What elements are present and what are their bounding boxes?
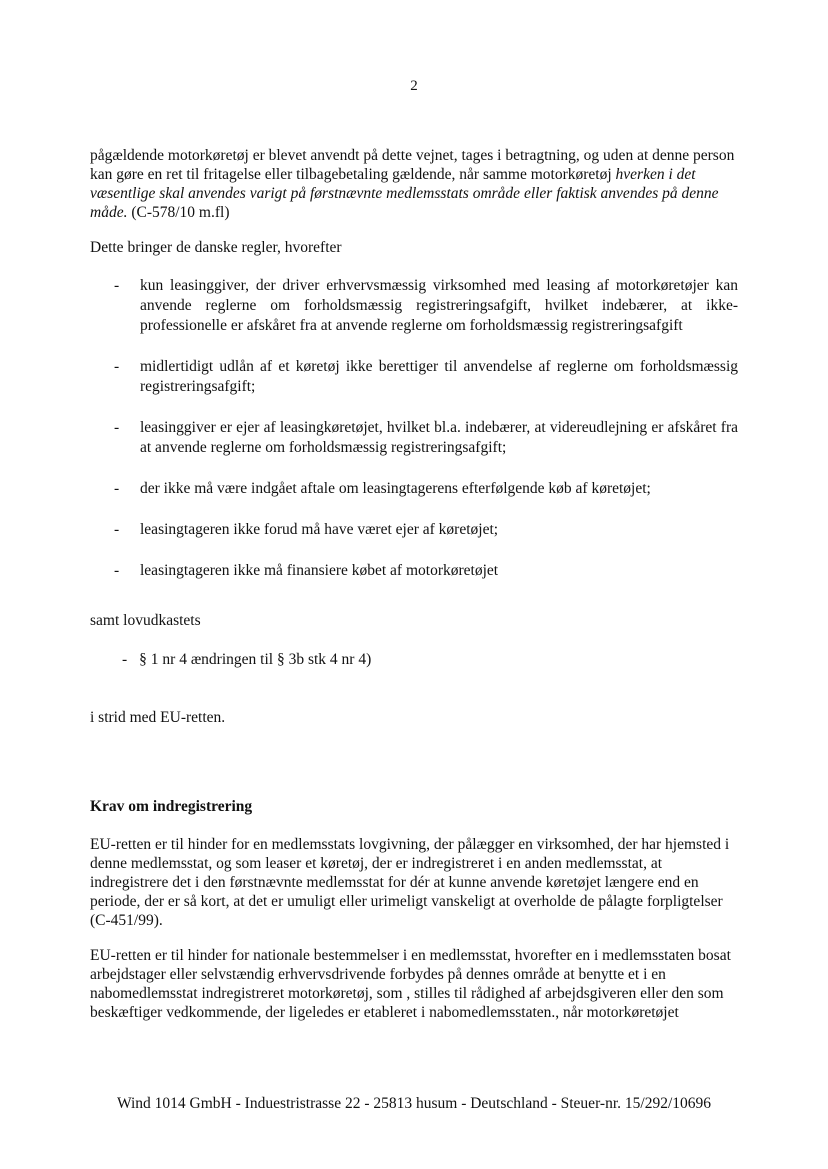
list-item-text: leasinggiver er ejer af leasingkøretøjet, hvilket bl.a. indebærer, at videreudlejning er afskåret fra at anvende reglerne om forholdsmæssig registreringsafgift;: [140, 419, 738, 456]
list-item: [90, 418, 738, 458]
bill-lead-sentence: samt lovudkastets: [90, 612, 201, 629]
intro-citation: (C-578/10 m.fl): [127, 204, 230, 221]
dash-bullet: -: [114, 562, 120, 579]
intro-italic-quote: hverken i det væsentlige skal anvendes varigt på førstnævnte medlemsstats område eller faktisk anvendes på denne måde.: [90, 166, 719, 221]
body-paragraph: EU-retten er til hinder for en medlemsstats lovgivning, der pålægger en virksomhed, der har hjemsted i denne medlemsstat, og som leaser et køretøj, der er indregistreret i en anden medlemsstat, at indregistrere det i den førstnævnte medlemsstat for dér at kunne anvende køretøjet længere end en periode, der er så kort, at det er umuligt eller urimeligt vanskeligt at overholde de pålagte forpligtelser (C-451/99).: [90, 836, 730, 929]
conclusion-sentence: i strid med EU-retten.: [90, 709, 226, 726]
lead-sentence: Dette bringer de danske regler, hvorefter: [90, 239, 342, 256]
list-item-text: der ikke må være indgået aftale om leasingtagerens efterfølgende køb af køretøjet;: [140, 480, 651, 497]
list-item-text: midlertidigt udlån af et køretøj ikke berettiger til anvendelse af reglerne om forholdsmæssig registreringsafgift;: [140, 358, 738, 395]
amendment-item: [122, 650, 371, 669]
intro-paragraph: [90, 146, 738, 222]
list-item: [90, 561, 738, 581]
intro-text-1: pågældende motorkøretøj er blevet anvendt på dette vejnet, tages i betragtning, og uden at denne person kan gøre en ret til fritagelse eller tilbagebetaling gældende, når samme motorkøretøj: [90, 147, 735, 183]
dash-bullet: -: [114, 358, 120, 375]
list-item-text: kun leasinggiver, der driver erhvervsmæssig virksomhed med leasing af motorkøretøjer kan anvende reglerne om forholdsmæssig registreringsafgift, hvilket indebærer, at ikke-professionelle er afskåret fra at anvende reglerne om forholdsmæssig registreringsafgift: [140, 277, 738, 334]
body-paragraph: EU-retten er til hinder for nationale bestemmelser i en medlemsstat, hvorefter en i medlemsstaten bosat arbejdstager eller selvstændig erhvervsdrivende forbydes på dennes område at benytte et i en nabomedlemsstat indregistreret motorkøretøj, som , stilles til rådighed af arbejdsgiveren eller den som beskæftiger vedkommende, der ligeledes er etableret i nabomedlemsstaten., når motorkøretøjet: [90, 947, 731, 1021]
dash-bullet: -: [114, 419, 120, 436]
amendment-text: § 1 nr 4 ændringen til § 3b stk 4 nr 4): [139, 651, 372, 668]
list-item-text: leasingtageren ikke må finansiere købet af motorkøretøjet: [140, 562, 499, 579]
list-item: [90, 357, 738, 397]
dash-bullet: -: [114, 480, 120, 497]
list-item: [90, 520, 738, 540]
page-number: 2: [410, 78, 418, 94]
dash-bullet: -: [114, 277, 120, 294]
company-footer: Wind 1014 GmbH - Induestristrasse 22 - 25813 husum - Deutschland - Steuer-nr. 15/292/10696: [116, 1095, 711, 1112]
dash-bullet: -: [122, 651, 128, 668]
rule-list: [90, 276, 738, 602]
list-item: [90, 479, 738, 499]
list-item-text: leasingtageren ikke forud må have været ejer af køretøjet;: [140, 521, 499, 538]
section-heading: Krav om indregistrering: [90, 798, 253, 815]
dash-bullet: -: [114, 521, 120, 538]
list-item: [90, 276, 738, 336]
